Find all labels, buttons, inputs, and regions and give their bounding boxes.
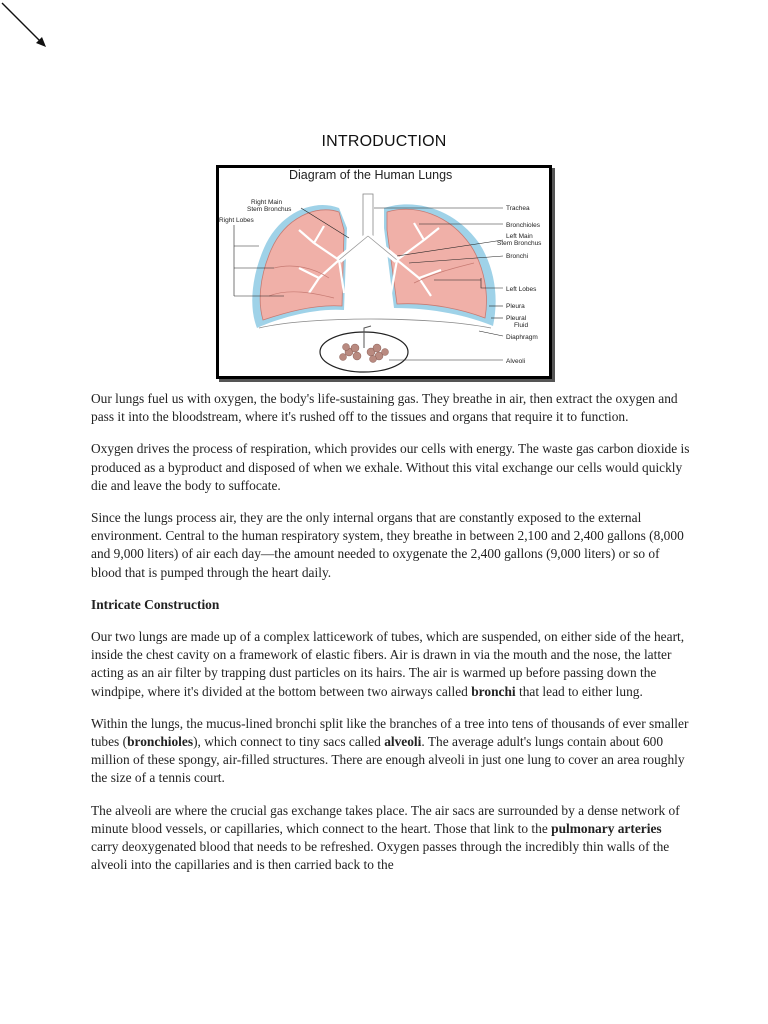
paragraph-5-text-b: ), which connect to tiny sacs called (193, 734, 385, 750)
label-left-lobes: Left Lobes (506, 286, 537, 293)
trachea (363, 194, 373, 238)
label-bronchioles: Bronchioles (506, 222, 540, 229)
section-heading: Intricate Construction (91, 596, 220, 612)
label-right-lobes: Right Lobes (219, 217, 254, 224)
paragraph-4 (91, 628, 691, 701)
label-pleural-fluid-2: Fluid (514, 322, 529, 329)
label-pleural-fluid-1: Pleural (506, 315, 527, 322)
paragraph-6-text-a: The alveoli are where the crucial gas exchange takes place. The air sacs are surrounded by a dense network of minute blood vessels, or capillaries, which connect to the heart. Those that link to the (91, 802, 680, 836)
paragraph-3: Since the lungs process air, they are the only internal organs that are constantly exposed to the external environment. Central to the human respiratory system, they breathe in between 2,100 and 2,400 gallons (8,000 and 9,000 liters) of air each day—the amount needed to oxygenate the 2,400 gallons (9,000 liters) or so of blood that is pumped through the heart daily. (91, 510, 684, 580)
term-alveoli: alveoli (384, 734, 422, 750)
term-bronchi: bronchi (471, 683, 516, 699)
label-left-main-stem-bronchus-1: Left Main (506, 233, 533, 240)
term-bronchioles: bronchioles (127, 734, 194, 750)
diagram-title: Diagram of the Human Lungs (289, 168, 453, 182)
article-body (91, 390, 691, 888)
lungs-diagram (216, 165, 552, 379)
label-alveoli: Alveoli (506, 358, 526, 365)
paragraph-1: Our lungs fuel us with oxygen, the body's life-sustaining gas. They breathe in air, then extract the oxygen and pass it into the bloodstream, where it's rushed off to the tissues and organs that require it to function. (91, 391, 678, 425)
paragraph-4-text-a: Our two lungs are made up of a complex latticework of tubes, which are suspended, on either side of the heart, inside the chest cavity on a framework of elastic fibers. Air is drawn in via the mouth and the nose, the latter acting as an air filter by trapping dust particles on its hairs. The air is warmed up before passing down the windpipe, where it's divided at the bottom between two airways called (91, 629, 685, 699)
label-diaphragm: Diaphragm (506, 334, 538, 341)
paragraph-6 (91, 802, 691, 875)
diaphragm (259, 319, 491, 328)
right-lung (260, 210, 344, 320)
paragraph-5-text-a: Within the lungs, the mucus-lined bronchi split like the branches of a tree into tens of thousands of ever smaller tubes ( (91, 715, 689, 750)
term-pulmonary-arteries: pulmonary arteries (551, 820, 662, 836)
page-title: INTRODUCTION (321, 133, 447, 150)
paragraph-5-text-c: . The average adult's lungs contain about 600 million of these spongy, air-filled structures. There are enough alveoli in just one lung to cover an area roughly the size of a tennis court. (91, 734, 685, 786)
label-left-main-stem-bronchus-2: Stem Bronchus (497, 240, 542, 247)
label-pleura: Pleura (506, 303, 525, 310)
paragraph-4-text-b: that lead to either lung. (515, 683, 643, 699)
label-right-main-stem-bronchus-2: Stem Bronchus (247, 206, 292, 213)
arrow-cursor-icon (0, 0, 60, 60)
label-trachea: Trachea (506, 205, 530, 212)
paragraph-5 (91, 715, 691, 788)
paragraph-2: Oxygen drives the process of respiration, which provides our cells with energy. The waste gas carbon dioxide is produced as a byproduct and disposed of when we exhale. Without this vital exchange our cells would quickly die and leave the body to suffocate. (91, 441, 690, 493)
paragraph-6-text-b: carry deoxygenated blood that needs to be refreshed. Oxygen passes through the incredibly thin walls of the alveoli into the capillaries and is then carried back to the (91, 839, 670, 873)
label-bronchi: Bronchi (506, 253, 529, 260)
label-right-main-stem-bronchus-1: Right Main (251, 199, 283, 206)
